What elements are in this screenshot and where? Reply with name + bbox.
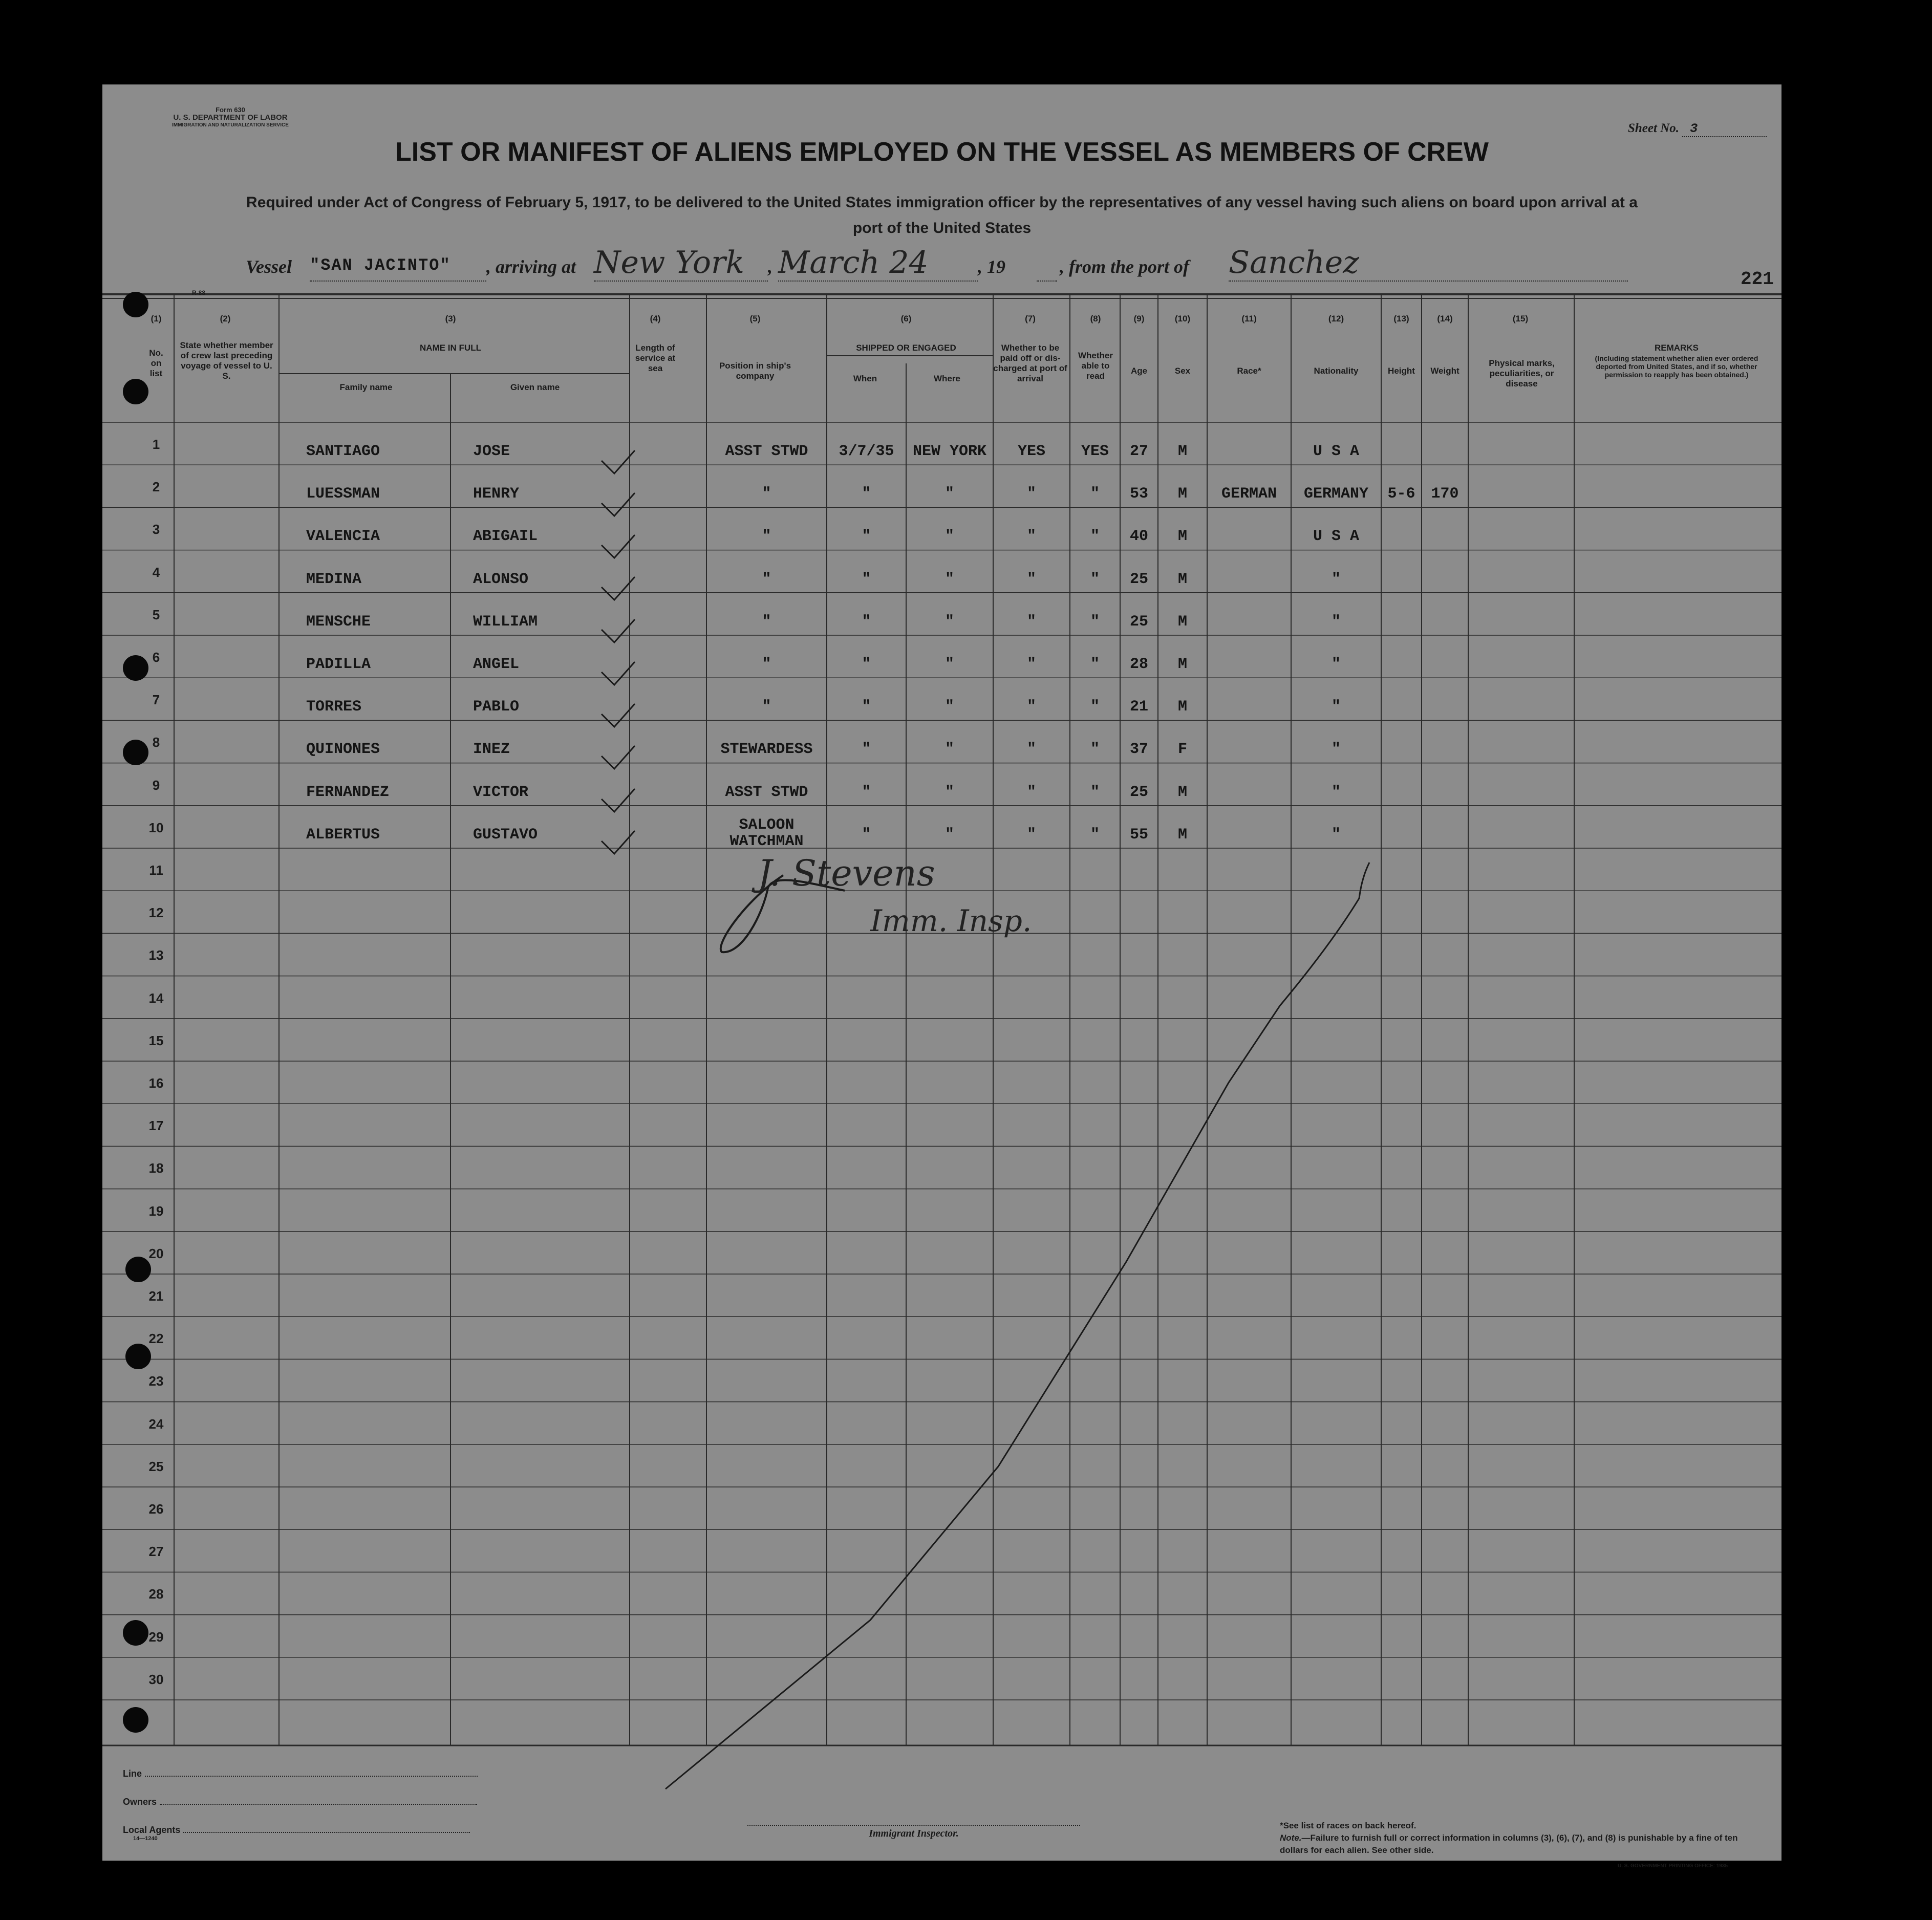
from-label: , from the port of xyxy=(1060,256,1190,277)
row-number: 24 xyxy=(148,1416,164,1432)
cell-nationality: U S A xyxy=(1313,443,1359,460)
cell-when: " xyxy=(862,741,871,759)
year-label: , 19 xyxy=(978,256,1005,277)
col2-number: (2) xyxy=(220,314,231,323)
cell-read: " xyxy=(1090,698,1100,716)
cell-where: " xyxy=(944,698,954,716)
cell-given: JOSE xyxy=(473,443,510,460)
cell-given: VICTOR xyxy=(473,783,529,801)
signature-marks xyxy=(102,84,1781,1861)
cell-where: " xyxy=(944,485,954,503)
cell-family: MENSCHE xyxy=(306,613,371,631)
row-number: 28 xyxy=(148,1586,164,1602)
cell-given: ABIGAIL xyxy=(473,528,538,546)
sheet-label: Sheet No. xyxy=(1628,121,1679,135)
cell-position: " xyxy=(762,698,771,716)
row-number: 14 xyxy=(148,990,164,1006)
cell-where: " xyxy=(944,783,954,801)
col15-number: (15) xyxy=(1512,314,1529,323)
col14-header: Weight xyxy=(1430,366,1459,376)
vessel-line: Vessel "SAN JACINTO" , arriving at New York , March 24 , 19 , from the port of Sanchez xyxy=(246,256,1781,287)
binding-hole xyxy=(123,1707,148,1733)
col9-number: (9) xyxy=(1133,314,1145,323)
cell-weight: 170 xyxy=(1431,485,1459,503)
col10-header: Sex xyxy=(1174,366,1191,376)
service-name: IMMIGRATION AND NATURALIZATION SERVICE xyxy=(172,122,289,128)
cell-paid: " xyxy=(1026,528,1036,546)
binding-hole xyxy=(123,1620,148,1646)
cell-given: ANGEL xyxy=(473,656,520,673)
cell-paid: " xyxy=(1026,826,1036,844)
cell-when: " xyxy=(862,485,871,503)
cell-read: " xyxy=(1090,570,1100,588)
cell-age: 27 xyxy=(1129,443,1148,460)
cell-read: " xyxy=(1090,826,1100,844)
line-label: Line xyxy=(123,1768,142,1779)
row-number: 7 xyxy=(152,692,160,708)
form-number: Form 630 xyxy=(216,106,245,114)
cell-sex: M xyxy=(1177,783,1187,801)
cell-family: QUINONES xyxy=(306,741,380,759)
cell-age: 21 xyxy=(1129,698,1148,716)
cell-position: " xyxy=(762,485,771,503)
binding-hole xyxy=(123,379,148,404)
row-number: 21 xyxy=(148,1288,164,1304)
col8-header: Whether able to read xyxy=(1078,351,1113,381)
cell-position: " xyxy=(762,528,771,546)
cell-family: PADILLA xyxy=(306,656,371,673)
col14-number: (14) xyxy=(1437,314,1453,323)
col1-header: No. on list xyxy=(149,348,163,378)
cell-where: " xyxy=(944,741,954,759)
cell-read: " xyxy=(1090,656,1100,673)
col12-header: Nationality xyxy=(1314,366,1359,376)
cell-position: " xyxy=(762,570,771,588)
cell-family: ALBERTUS xyxy=(306,826,380,844)
col5-number: (5) xyxy=(749,314,761,323)
form-code: 14—1240 xyxy=(133,1836,158,1842)
row-number: 30 xyxy=(148,1671,164,1687)
top-mark: R-88 xyxy=(192,289,206,296)
races-note: *See list of races on back hereof. xyxy=(1280,1821,1416,1830)
cell-nationality: " xyxy=(1331,613,1341,631)
cell-where: " xyxy=(944,570,954,588)
cell-where: " xyxy=(944,656,954,673)
cell-sex: M xyxy=(1177,528,1187,546)
row-number: 26 xyxy=(148,1501,164,1517)
row-number: 15 xyxy=(148,1032,164,1048)
col11-number: (11) xyxy=(1241,314,1257,323)
cell-nationality: " xyxy=(1331,741,1341,759)
manifest-sheet xyxy=(102,84,1781,1869)
col7-header: Whether to be paid off or dis-charged at port of arrival xyxy=(993,343,1067,383)
cell-position: ASST STWD xyxy=(725,443,808,460)
agents-label: Local Agents xyxy=(123,1825,181,1835)
cell-nationality: GERMANY xyxy=(1303,485,1369,503)
cell-family: SANTIAGO xyxy=(306,443,380,460)
agents-field xyxy=(123,1825,470,1842)
family-name-header: Family name xyxy=(339,382,393,392)
col2-header: State whether member of crew last preceding voyage of vessel to U. S. xyxy=(180,340,273,381)
cell-age: 25 xyxy=(1129,613,1148,631)
cell-nationality: " xyxy=(1331,656,1341,673)
cell-family: MEDINA xyxy=(306,570,362,588)
cell-when: " xyxy=(862,528,871,546)
arrival-date: March 24 xyxy=(778,245,978,282)
cell-nationality: " xyxy=(1331,570,1341,588)
row-number: 1 xyxy=(152,437,160,452)
cell-age: 40 xyxy=(1129,528,1148,546)
cell-position: ASST STWD xyxy=(725,783,808,801)
cell-nationality: " xyxy=(1331,783,1341,801)
cell-age: 25 xyxy=(1129,783,1148,801)
row-number: 17 xyxy=(148,1118,164,1134)
cell-sex: M xyxy=(1177,656,1187,673)
arriving-label: , arriving at xyxy=(486,256,576,277)
cell-nationality: U S A xyxy=(1313,528,1359,546)
cell-sex: F xyxy=(1177,741,1187,759)
department-name: U. S. DEPARTMENT OF LABOR xyxy=(173,113,288,122)
cell-age: 55 xyxy=(1129,826,1148,844)
cell-sex: M xyxy=(1177,570,1187,588)
cell-paid: YES xyxy=(1017,443,1045,460)
row-number: 13 xyxy=(148,947,164,963)
cell-where: " xyxy=(944,613,954,631)
cell-given: ALONSO xyxy=(473,570,529,588)
col7-number: (7) xyxy=(1025,314,1036,323)
cell-paid: " xyxy=(1026,656,1036,673)
cell-age: 53 xyxy=(1129,485,1148,503)
cell-read: " xyxy=(1090,741,1100,759)
signature-title: Imm. Insp. xyxy=(870,903,1032,938)
cell-position: SALOON WATCHMAN xyxy=(729,816,804,850)
cell-read: " xyxy=(1090,485,1100,503)
where-header: Where xyxy=(934,374,960,383)
col6-header: SHIPPED OR ENGAGED xyxy=(856,343,956,353)
row-number: 27 xyxy=(148,1544,164,1560)
cell-nationality: " xyxy=(1331,698,1341,716)
col15-header: Physical marks, peculiarities, or disease xyxy=(1489,358,1555,389)
line-field xyxy=(123,1768,478,1779)
check-mark-column xyxy=(602,450,635,854)
row-number: 5 xyxy=(152,607,160,622)
binding-hole xyxy=(123,292,148,317)
footer-note xyxy=(1280,1820,1741,1857)
cell-family: VALENCIA xyxy=(306,528,380,546)
cell-given: PABLO xyxy=(473,698,520,716)
row-number: 25 xyxy=(148,1458,164,1474)
cell-paid: " xyxy=(1026,741,1036,759)
vessel-label: Vessel xyxy=(246,256,292,277)
page-title: LIST OR MANIFEST OF ALIENS EMPLOYED ON THE VESSEL AS MEMBERS OF CREW xyxy=(395,137,1489,167)
cell-height: 5-6 xyxy=(1387,485,1415,503)
binding-hole xyxy=(123,655,148,681)
row-number: 29 xyxy=(148,1629,164,1645)
row-number: 20 xyxy=(148,1245,164,1261)
cell-age: 28 xyxy=(1129,656,1148,673)
cell-when: " xyxy=(862,570,871,588)
remarks-header: REMARKS xyxy=(1655,343,1699,353)
row-number: 8 xyxy=(152,735,160,750)
subtitle-line-2: port of the United States xyxy=(852,220,1032,236)
row-number: 6 xyxy=(152,650,160,665)
row-number: 12 xyxy=(148,905,164,921)
binding-hole xyxy=(125,1344,151,1369)
col13-number: (13) xyxy=(1393,314,1409,323)
binding-hole xyxy=(125,1257,151,1282)
note-label: Note. xyxy=(1280,1833,1302,1843)
col5-header: Position in ship's company xyxy=(719,361,791,381)
row-number: 16 xyxy=(148,1075,164,1091)
cell-sex: M xyxy=(1177,613,1187,631)
col4-number: (4) xyxy=(650,314,661,323)
row-number: 19 xyxy=(148,1203,164,1219)
cell-family: FERNANDEZ xyxy=(306,783,390,801)
cell-sex: M xyxy=(1177,443,1187,460)
binding-hole xyxy=(123,740,148,765)
cell-when: " xyxy=(862,656,871,673)
cell-given: WILLIAM xyxy=(473,613,538,631)
row-number: 18 xyxy=(148,1160,164,1176)
cell-read: " xyxy=(1090,613,1100,631)
col4-header: Length of service at sea xyxy=(635,343,676,373)
cell-where: " xyxy=(944,826,954,844)
cell-age: 25 xyxy=(1129,570,1148,588)
cell-sex: M xyxy=(1177,698,1187,716)
col1-number: (1) xyxy=(151,314,162,323)
when-header: When xyxy=(853,374,877,383)
row-number: 2 xyxy=(152,479,160,495)
row-number: 22 xyxy=(148,1331,164,1347)
cell-position: " xyxy=(762,613,771,631)
signature-name: J. Stevens xyxy=(758,852,935,894)
immigrant-inspector-line: Immigrant Inspector. xyxy=(747,1825,1080,1840)
row-number: 9 xyxy=(152,777,160,793)
row-number: 11 xyxy=(149,862,163,878)
cell-family: LUESSMAN xyxy=(306,485,380,503)
cell-read: " xyxy=(1090,783,1100,801)
col3-number: (3) xyxy=(445,314,456,323)
cell-when: " xyxy=(862,698,871,716)
row-number: 10 xyxy=(148,819,164,835)
arriving-port: New York xyxy=(594,245,768,282)
cell-sex: M xyxy=(1177,485,1187,503)
owners-field xyxy=(123,1797,477,1807)
cell-given: HENRY xyxy=(473,485,520,503)
cell-family: TORRES xyxy=(306,698,362,716)
cell-paid: " xyxy=(1026,485,1036,503)
col3-header: NAME IN FULL xyxy=(420,343,481,353)
from-port: Sanchez xyxy=(1229,245,1628,282)
cell-position: " xyxy=(762,656,771,673)
cell-where: " xyxy=(944,528,954,546)
col12-number: (12) xyxy=(1328,314,1344,323)
cell-race: GERMAN xyxy=(1221,485,1277,503)
cell-age: 37 xyxy=(1129,741,1148,759)
cell-when: 3/7/35 xyxy=(839,443,894,460)
cell-paid: " xyxy=(1026,698,1036,716)
cell-given: GUSTAVO xyxy=(473,826,538,844)
sheet-value: 3 xyxy=(1682,121,1767,137)
cell-position: STEWARDESS xyxy=(720,741,813,759)
col11-header: Race* xyxy=(1237,366,1261,376)
printer-imprint: U. S. GOVERNMENT PRINTING OFFICE: 1935 xyxy=(1618,1863,1728,1869)
col10-number: (10) xyxy=(1174,314,1191,323)
cell-paid: " xyxy=(1026,613,1036,631)
row-number: 23 xyxy=(148,1373,164,1389)
cell-when: " xyxy=(862,826,871,844)
col13-header: Height xyxy=(1388,366,1415,376)
cell-sex: M xyxy=(1177,826,1187,844)
cell-nationality: " xyxy=(1331,826,1341,844)
cell-where: NEW YORK xyxy=(912,443,987,460)
cell-paid: " xyxy=(1026,570,1036,588)
owners-label: Owners xyxy=(123,1797,157,1807)
given-name-header: Given name xyxy=(510,382,560,392)
remarks-note: (Including statement whether alien ever ordered deported from United States, and if so, whether permission to reapply has been obtained.) xyxy=(1595,354,1758,379)
vessel-name: "SAN JACINTO" xyxy=(310,256,486,282)
voiding-line xyxy=(666,862,1369,1789)
page-number: 221 xyxy=(1741,269,1774,290)
col8-number: (8) xyxy=(1090,314,1101,323)
row-number: 4 xyxy=(152,564,160,580)
cell-given: INEZ xyxy=(473,741,510,759)
cell-when: " xyxy=(862,613,871,631)
note-text: —Failure to furnish full or correct information in columns (3), (6), (7), and (8) is punishable by a fine of ten dollars for each alien. See other side. xyxy=(1280,1833,1738,1855)
cell-read: YES xyxy=(1081,443,1109,460)
cell-read: " xyxy=(1090,528,1100,546)
subtitle-line-1: Required under Act of Congress of February 5, 1917, to be delivered to the United States immigration officer by the representatives of any vessel having such aliens on board upon arrival at a xyxy=(246,194,1638,211)
cell-when: " xyxy=(862,783,871,801)
col6-number: (6) xyxy=(900,314,912,323)
col9-header: Age xyxy=(1130,366,1148,376)
row-number: 3 xyxy=(152,522,160,537)
cell-paid: " xyxy=(1026,783,1036,801)
